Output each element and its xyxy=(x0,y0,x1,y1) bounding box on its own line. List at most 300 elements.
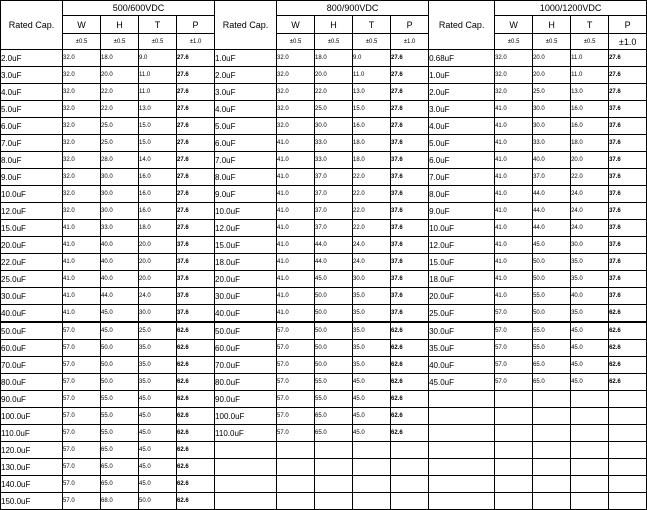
dimension-h-cell: 65.0 xyxy=(533,357,571,374)
dimension-h-cell: 28.0 xyxy=(101,152,139,169)
dimension-p-cell xyxy=(609,442,647,459)
dimension-p-cell: 62.6 xyxy=(391,425,429,442)
dimension-t-cell xyxy=(353,476,391,493)
dimension-p-cell: 62.6 xyxy=(609,357,647,374)
rated-cap-cell: 12.0uF xyxy=(215,220,277,237)
dimension-w-cell: 57.0 xyxy=(277,340,315,357)
dimension-w-cell: 41.0 xyxy=(495,152,533,169)
dimension-w-cell: 57.0 xyxy=(63,459,101,476)
dimension-t-cell: 30.0 xyxy=(139,305,177,323)
column-header-p: P xyxy=(391,16,429,34)
dimension-w-cell: 32.0 xyxy=(277,84,315,101)
table-row xyxy=(1,459,647,476)
dimension-w-cell: 41.0 xyxy=(63,288,101,305)
rated-cap-cell: 110.0uF xyxy=(1,425,63,442)
dimension-w-cell: 32.0 xyxy=(63,67,101,84)
rated-cap-cell: 60.0uF xyxy=(1,340,63,357)
dimension-w-cell: 32.0 xyxy=(63,169,101,186)
dimension-w-cell: 57.0 xyxy=(495,305,533,323)
dimension-h-cell: 44.0 xyxy=(533,220,571,237)
dimension-p-cell: 62.6 xyxy=(609,374,647,391)
dimension-w-cell: 57.0 xyxy=(63,374,101,391)
dimension-p-cell: 37.6 xyxy=(609,169,647,186)
rated-cap-cell: 3.0uF xyxy=(215,84,277,101)
rated-cap-cell: 0.68uF xyxy=(429,50,495,67)
dimension-p-cell: 27.6 xyxy=(609,67,647,84)
tolerance-w: ±0.5 xyxy=(495,34,533,50)
dimension-p-cell: 37.6 xyxy=(177,254,215,271)
dimension-h-cell: 40.0 xyxy=(101,237,139,254)
dimension-t-cell: 18.0 xyxy=(571,135,609,152)
dimension-p-cell: 37.6 xyxy=(609,135,647,152)
dimension-h-cell: 20.0 xyxy=(101,67,139,84)
dimension-h-cell: 50.0 xyxy=(315,288,353,305)
dimension-t-cell: 20.0 xyxy=(139,271,177,288)
dimension-w-cell: 41.0 xyxy=(277,271,315,288)
table-row xyxy=(1,220,647,237)
dimension-h-cell: 55.0 xyxy=(315,391,353,408)
table-row xyxy=(1,254,647,271)
table-row xyxy=(1,425,647,442)
dimension-h-cell: 55.0 xyxy=(101,408,139,425)
dimension-p-cell: 62.6 xyxy=(391,408,429,425)
dimension-w-cell: 41.0 xyxy=(277,169,315,186)
rated-cap-cell: 120.0uF xyxy=(1,442,63,459)
table-row xyxy=(1,442,647,459)
dimension-w-cell xyxy=(495,391,533,408)
table-row xyxy=(1,493,647,510)
dimension-h-cell: 44.0 xyxy=(101,288,139,305)
table-row xyxy=(1,288,647,305)
dimension-w-cell: 41.0 xyxy=(495,271,533,288)
rated-cap-cell: 100.0uF xyxy=(1,408,63,425)
rated-cap-cell: 20.0uF xyxy=(429,288,495,305)
dimension-w-cell: 57.0 xyxy=(63,391,101,408)
dimension-w-cell xyxy=(495,442,533,459)
dimension-p-cell: 62.6 xyxy=(177,374,215,391)
dimension-h-cell: 40.0 xyxy=(533,152,571,169)
rated-cap-cell: 4.0uF xyxy=(1,84,63,101)
dimension-p-cell: 62.6 xyxy=(609,340,647,357)
dimension-w-cell: 41.0 xyxy=(495,135,533,152)
dimension-w-cell: 32.0 xyxy=(63,186,101,203)
dimension-w-cell: 41.0 xyxy=(277,237,315,254)
rated-cap-cell: 8.0uF xyxy=(1,152,63,169)
table-row xyxy=(1,305,647,323)
rated-cap-cell: 40.0uF xyxy=(215,305,277,323)
dimension-p-cell: 37.6 xyxy=(177,237,215,254)
rated-cap-cell: 90.0uF xyxy=(1,391,63,408)
dimension-t-cell: 45.0 xyxy=(571,322,609,340)
dimension-w-cell xyxy=(495,476,533,493)
tolerance-t: ±0.5 xyxy=(353,34,391,50)
dimension-h-cell: 37.0 xyxy=(533,169,571,186)
dimension-p-cell: 37.6 xyxy=(609,186,647,203)
rated-cap-cell xyxy=(429,391,495,408)
dimension-t-cell xyxy=(571,459,609,476)
dimension-h-cell: 50.0 xyxy=(533,271,571,288)
dimension-w-cell xyxy=(277,476,315,493)
dimension-w-cell: 41.0 xyxy=(495,169,533,186)
dimension-p-cell xyxy=(609,425,647,442)
dimension-w-cell xyxy=(277,493,315,510)
column-header-t: T xyxy=(571,16,609,34)
dimension-h-cell: 45.0 xyxy=(315,271,353,288)
table-row xyxy=(1,391,647,408)
dimension-w-cell: 32.0 xyxy=(63,118,101,135)
dimension-h-cell: 55.0 xyxy=(533,288,571,305)
dimension-w-cell: 57.0 xyxy=(277,408,315,425)
table-row xyxy=(1,118,647,135)
dimension-p-cell: 37.6 xyxy=(609,288,647,305)
rated-cap-cell: 5.0uF xyxy=(215,118,277,135)
rated-cap-cell: 1.0uF xyxy=(215,50,277,67)
dimension-p-cell: 27.6 xyxy=(609,84,647,101)
dimension-w-cell: 41.0 xyxy=(63,305,101,323)
dimension-w-cell: 41.0 xyxy=(63,254,101,271)
rated-cap-cell: 22.0uF xyxy=(1,254,63,271)
dimension-t-cell: 35.0 xyxy=(571,254,609,271)
dimension-t-cell: 30.0 xyxy=(353,271,391,288)
header-column-row xyxy=(1,16,647,34)
dimension-t-cell: 24.0 xyxy=(139,288,177,305)
dimension-h-cell: 33.0 xyxy=(315,152,353,169)
column-header-h: H xyxy=(101,16,139,34)
tolerance-h: ±0.5 xyxy=(315,34,353,50)
dimension-t-cell: 22.0 xyxy=(571,169,609,186)
dimension-p-cell: 27.6 xyxy=(177,135,215,152)
dimension-w-cell: 32.0 xyxy=(277,67,315,84)
dimension-h-cell: 55.0 xyxy=(533,322,571,340)
dimension-t-cell: 20.0 xyxy=(139,254,177,271)
rated-cap-cell: 50.0uF xyxy=(215,322,277,340)
dimension-w-cell: 41.0 xyxy=(495,220,533,237)
dimension-p-cell xyxy=(609,493,647,510)
rated-cap-cell: 18.0uF xyxy=(429,271,495,288)
rated-cap-cell: 70.0uF xyxy=(1,357,63,374)
dimension-h-cell xyxy=(533,493,571,510)
dimension-h-cell: 30.0 xyxy=(101,186,139,203)
rated-cap-cell: 2.0uF xyxy=(429,84,495,101)
dimension-t-cell: 14.0 xyxy=(139,152,177,169)
dimension-p-cell: 37.6 xyxy=(391,305,429,323)
dimension-p-cell: 37.6 xyxy=(391,186,429,203)
rated-cap-cell xyxy=(429,442,495,459)
dimension-p-cell: 62.6 xyxy=(609,305,647,323)
dimension-p-cell: 27.6 xyxy=(177,67,215,84)
dimension-h-cell: 55.0 xyxy=(533,340,571,357)
dimension-h-cell xyxy=(315,493,353,510)
dimension-t-cell: 45.0 xyxy=(571,374,609,391)
dimension-t-cell: 25.0 xyxy=(139,322,177,340)
rated-cap-cell: 10.0uF xyxy=(1,186,63,203)
dimension-w-cell: 57.0 xyxy=(63,493,101,510)
rated-cap-cell: 10.0uF xyxy=(215,203,277,220)
dimension-w-cell: 57.0 xyxy=(495,374,533,391)
dimension-t-cell: 20.0 xyxy=(139,237,177,254)
dimension-w-cell: 57.0 xyxy=(63,357,101,374)
rated-cap-cell xyxy=(215,493,277,510)
dimension-t-cell: 15.0 xyxy=(139,135,177,152)
dimension-t-cell: 35.0 xyxy=(353,340,391,357)
dimension-p-cell: 27.6 xyxy=(177,220,215,237)
dimension-h-cell: 33.0 xyxy=(101,220,139,237)
dimension-w-cell: 41.0 xyxy=(495,101,533,118)
dimension-t-cell: 45.0 xyxy=(139,476,177,493)
rated-cap-cell: 9.0uF xyxy=(429,203,495,220)
dimension-p-cell: 37.6 xyxy=(391,169,429,186)
table-row xyxy=(1,84,647,101)
dimension-w-cell: 32.0 xyxy=(277,101,315,118)
dimension-w-cell: 57.0 xyxy=(63,322,101,340)
dimension-h-cell: 65.0 xyxy=(101,459,139,476)
dimension-h-cell: 40.0 xyxy=(101,271,139,288)
dimension-h-cell: 50.0 xyxy=(101,357,139,374)
dimension-w-cell xyxy=(495,493,533,510)
column-header-t: T xyxy=(353,16,391,34)
dimension-p-cell: 27.6 xyxy=(391,67,429,84)
dimension-t-cell xyxy=(571,391,609,408)
dimension-w-cell: 32.0 xyxy=(277,50,315,67)
dimension-t-cell: 45.0 xyxy=(139,408,177,425)
rated-cap-cell: 3.0uF xyxy=(429,101,495,118)
dimension-p-cell: 27.6 xyxy=(177,118,215,135)
rated-cap-cell: 7.0uF xyxy=(429,169,495,186)
dimension-t-cell: 45.0 xyxy=(353,391,391,408)
table-row xyxy=(1,322,647,340)
table-row xyxy=(1,237,647,254)
rated-cap-header: Rated Cap. xyxy=(429,1,495,50)
dimension-h-cell xyxy=(315,459,353,476)
dimension-t-cell xyxy=(353,442,391,459)
dimension-t-cell: 50.0 xyxy=(139,493,177,510)
rated-cap-cell: 8.0uF xyxy=(215,169,277,186)
rated-cap-cell: 4.0uF xyxy=(429,118,495,135)
table-row xyxy=(1,169,647,186)
tolerance-h: ±0.5 xyxy=(101,34,139,50)
dimension-w-cell: 41.0 xyxy=(277,135,315,152)
dimension-w-cell: 32.0 xyxy=(63,84,101,101)
table-row xyxy=(1,357,647,374)
dimension-h-cell: 55.0 xyxy=(101,391,139,408)
dimension-t-cell: 9.0 xyxy=(139,50,177,67)
dimension-w-cell: 57.0 xyxy=(277,391,315,408)
rated-cap-cell: 20.0uF xyxy=(215,271,277,288)
rated-cap-cell: 9.0uF xyxy=(1,169,63,186)
dimension-t-cell: 16.0 xyxy=(139,169,177,186)
rated-cap-cell: 15.0uF xyxy=(215,237,277,254)
dimension-w-cell: 32.0 xyxy=(63,135,101,152)
dimension-t-cell xyxy=(571,408,609,425)
dimension-t-cell: 11.0 xyxy=(571,67,609,84)
dimension-t-cell: 35.0 xyxy=(139,357,177,374)
dimension-h-cell: 37.0 xyxy=(315,220,353,237)
rated-cap-cell: 60.0uF xyxy=(215,340,277,357)
dimension-p-cell: 27.6 xyxy=(609,50,647,67)
dimension-h-cell: 20.0 xyxy=(533,67,571,84)
dimension-w-cell: 32.0 xyxy=(63,203,101,220)
dimension-h-cell: 65.0 xyxy=(101,442,139,459)
dimension-t-cell xyxy=(353,493,391,510)
rated-cap-cell: 30.0uF xyxy=(1,288,63,305)
rated-cap-cell: 1.0uF xyxy=(429,67,495,84)
table-row xyxy=(1,271,647,288)
rated-cap-header: Rated Cap. xyxy=(1,1,63,50)
rated-cap-cell: 6.0uF xyxy=(215,135,277,152)
dimension-t-cell: 35.0 xyxy=(571,271,609,288)
dimension-w-cell: 32.0 xyxy=(277,118,315,135)
dimension-h-cell xyxy=(315,442,353,459)
dimension-p-cell: 37.6 xyxy=(391,271,429,288)
dimension-t-cell: 30.0 xyxy=(571,237,609,254)
dimension-w-cell: 32.0 xyxy=(63,101,101,118)
dimension-h-cell: 68.0 xyxy=(101,493,139,510)
dimension-h-cell xyxy=(533,459,571,476)
dimension-p-cell: 27.6 xyxy=(177,101,215,118)
tolerance-t: ±0.5 xyxy=(571,34,609,50)
dimension-p-cell: 62.6 xyxy=(391,357,429,374)
dimension-p-cell: 62.6 xyxy=(177,391,215,408)
rated-cap-cell: 9.0uF xyxy=(215,186,277,203)
rated-cap-cell xyxy=(429,476,495,493)
rated-cap-cell: 5.0uF xyxy=(429,135,495,152)
voltage-group-title: 800/900VDC xyxy=(277,1,429,16)
dimension-w-cell: 57.0 xyxy=(277,322,315,340)
rated-cap-cell: 15.0uF xyxy=(1,220,63,237)
table-row xyxy=(1,340,647,357)
rated-cap-cell xyxy=(215,442,277,459)
dimension-p-cell xyxy=(609,459,647,476)
rated-cap-cell: 80.0uF xyxy=(1,374,63,391)
rated-cap-cell: 20.0uF xyxy=(1,237,63,254)
column-header-p: P xyxy=(177,16,215,34)
dimension-h-cell: 30.0 xyxy=(315,118,353,135)
dimension-p-cell: 62.6 xyxy=(177,322,215,340)
dimension-w-cell: 32.0 xyxy=(495,50,533,67)
rated-cap-cell: 10.0uF xyxy=(429,220,495,237)
dimension-h-cell: 44.0 xyxy=(533,203,571,220)
rated-cap-cell: 12.0uF xyxy=(1,203,63,220)
dimension-h-cell: 25.0 xyxy=(101,135,139,152)
dimension-t-cell: 45.0 xyxy=(139,425,177,442)
dimension-t-cell: 35.0 xyxy=(571,305,609,323)
rated-cap-cell: 150.0uF xyxy=(1,493,63,510)
dimension-p-cell: 37.6 xyxy=(391,152,429,169)
dimension-t-cell: 40.0 xyxy=(571,288,609,305)
dimension-t-cell: 18.0 xyxy=(139,220,177,237)
tolerance-p: ±1.0 xyxy=(609,34,647,50)
dimension-p-cell: 27.6 xyxy=(177,152,215,169)
dimension-h-cell: 18.0 xyxy=(101,50,139,67)
dimension-h-cell xyxy=(533,425,571,442)
dimension-h-cell: 65.0 xyxy=(315,425,353,442)
dimension-p-cell: 62.6 xyxy=(177,476,215,493)
dimension-p-cell: 37.6 xyxy=(391,237,429,254)
dimension-w-cell: 32.0 xyxy=(63,152,101,169)
dimension-p-cell: 27.6 xyxy=(177,203,215,220)
dimension-p-cell: 37.6 xyxy=(177,271,215,288)
dimension-h-cell: 45.0 xyxy=(101,305,139,323)
dimension-t-cell xyxy=(571,425,609,442)
dimension-t-cell: 45.0 xyxy=(353,408,391,425)
dimension-p-cell: 37.6 xyxy=(609,101,647,118)
rated-cap-cell xyxy=(429,459,495,476)
dimension-t-cell: 11.0 xyxy=(353,67,391,84)
dimension-w-cell: 57.0 xyxy=(63,408,101,425)
dimension-t-cell xyxy=(353,459,391,476)
rated-cap-cell: 50.0uF xyxy=(1,322,63,340)
dimension-h-cell xyxy=(533,391,571,408)
dimension-t-cell: 16.0 xyxy=(139,203,177,220)
dimension-h-cell: 20.0 xyxy=(533,50,571,67)
dimension-h-cell: 65.0 xyxy=(533,374,571,391)
dimension-w-cell xyxy=(495,408,533,425)
dimension-h-cell: 50.0 xyxy=(315,340,353,357)
rated-cap-cell: 6.0uF xyxy=(1,118,63,135)
rated-cap-cell: 80.0uF xyxy=(215,374,277,391)
rated-cap-cell: 18.0uF xyxy=(215,254,277,271)
dimension-h-cell xyxy=(533,442,571,459)
dimension-t-cell: 45.0 xyxy=(139,459,177,476)
dimension-t-cell: 16.0 xyxy=(571,101,609,118)
dimension-p-cell: 62.6 xyxy=(177,459,215,476)
table-row xyxy=(1,135,647,152)
dimension-p-cell: 62.6 xyxy=(177,493,215,510)
dimension-t-cell xyxy=(571,493,609,510)
dimension-t-cell: 35.0 xyxy=(139,340,177,357)
dimension-h-cell: 44.0 xyxy=(315,254,353,271)
rated-cap-cell: 30.0uF xyxy=(215,288,277,305)
dimension-p-cell: 62.6 xyxy=(391,322,429,340)
rated-cap-cell xyxy=(429,493,495,510)
dimension-p-cell: 37.6 xyxy=(609,118,647,135)
tolerance-w: ±0.5 xyxy=(277,34,315,50)
dimension-h-cell: 44.0 xyxy=(315,237,353,254)
dimension-t-cell: 13.0 xyxy=(139,101,177,118)
column-header-h: H xyxy=(533,16,571,34)
dimension-h-cell: 65.0 xyxy=(101,476,139,493)
dimension-p-cell: 37.6 xyxy=(391,203,429,220)
rated-cap-cell: 7.0uF xyxy=(215,152,277,169)
dimension-h-cell: 30.0 xyxy=(101,203,139,220)
column-header-w: W xyxy=(277,16,315,34)
rated-cap-cell: 90.0uF xyxy=(215,391,277,408)
dimension-t-cell: 16.0 xyxy=(353,118,391,135)
dimension-t-cell: 24.0 xyxy=(353,237,391,254)
rated-cap-cell: 25.0uF xyxy=(429,305,495,323)
dimension-w-cell: 41.0 xyxy=(495,118,533,135)
dimension-w-cell: 57.0 xyxy=(63,425,101,442)
dimension-t-cell: 22.0 xyxy=(353,186,391,203)
voltage-group-title: 500/600VDC xyxy=(63,1,215,16)
rated-cap-cell xyxy=(429,425,495,442)
dimension-t-cell: 11.0 xyxy=(571,50,609,67)
table-row xyxy=(1,186,647,203)
dimension-t-cell: 22.0 xyxy=(353,169,391,186)
dimension-t-cell: 45.0 xyxy=(353,374,391,391)
dimension-p-cell: 27.6 xyxy=(177,169,215,186)
dimension-p-cell: 37.6 xyxy=(391,288,429,305)
rated-cap-cell: 2.0uF xyxy=(215,67,277,84)
dimension-t-cell: 45.0 xyxy=(139,442,177,459)
tolerance-p: ±1.0 xyxy=(177,34,215,50)
dimension-h-cell: 45.0 xyxy=(101,322,139,340)
rated-cap-cell: 130.0uF xyxy=(1,459,63,476)
dimension-p-cell xyxy=(391,493,429,510)
tolerance-h: ±0.5 xyxy=(533,34,571,50)
dimension-t-cell: 13.0 xyxy=(353,84,391,101)
dimension-p-cell xyxy=(609,391,647,408)
